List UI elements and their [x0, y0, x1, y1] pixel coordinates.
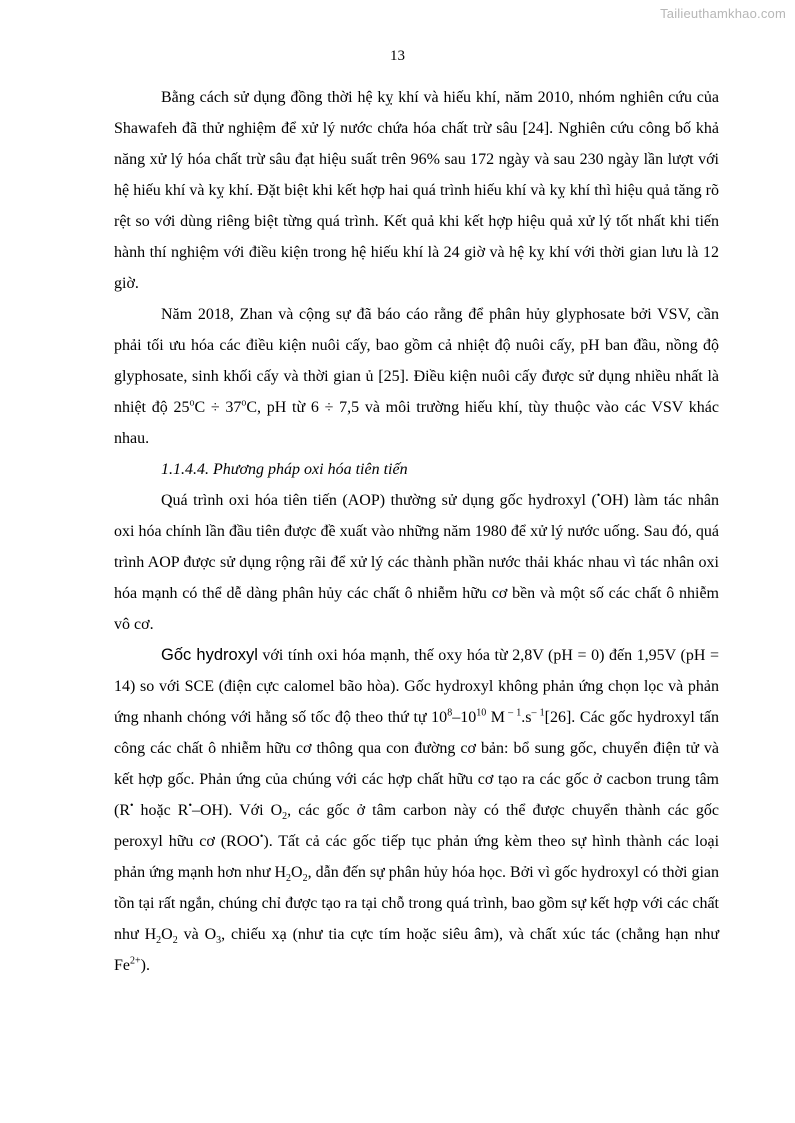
text-run: Năm 2018, Zhan và cộng sự đã báo cáo rằng để phân hủy glyphosate bởi VSV, cần phải tối ưu hóa các điều kiện nuôi cấy, bao gồm cả nhiệt độ nuôi cấy, pH ban đầu, nồng độ glyphosate, sinh khối cấy và thời gian ủ [25]. Điều kiện nuôi cấy được sử dụng nhiều nhất là nhiệt độ 25	[114, 306, 719, 416]
text-run: [26]. Các gốc hydroxyl tấn công các chất ô nhiễm hữu cơ thông qua con đường cơ bản: bổ sung gốc, chuyển điện tử và kết hợp gốc. Phản ứng của chúng với các hợp chất hữu cơ tạo ra các gốc ở cacbon trung tâm (R	[114, 709, 720, 819]
superscript: 10	[476, 707, 487, 719]
lead-phrase: Gốc hydroxyl	[161, 646, 258, 664]
text-run: O	[161, 926, 173, 943]
text-run: –10	[452, 709, 477, 726]
text-run: và O	[177, 926, 217, 943]
text-run: .s	[521, 709, 532, 726]
text-run: ).	[140, 957, 150, 974]
paragraph-hydroxyl-radical	[114, 640, 719, 981]
superscript: 2+	[130, 955, 141, 967]
text-run: , dẫn đến sự phân hủy hóa học. Bởi vì gốc hydroxyl có thời gian tồn tại rất ngắn, chúng chỉ được tạo ra tại chỗ trong quá trình, bao gồm sự kết hợp với các chất như H	[114, 864, 719, 943]
text-run: ). Tất cả các gốc tiếp tục phản ứng kèm theo sự hình thành các loại phản ứng mạnh hơn như H	[114, 833, 720, 881]
superscript: o	[189, 397, 195, 409]
text-run: hoặc R	[133, 802, 189, 819]
superscript: •	[259, 831, 264, 843]
subscript: 2	[156, 935, 162, 947]
page-number: 13	[390, 48, 405, 64]
subscript: 2	[302, 873, 308, 885]
superscript: •	[188, 800, 192, 812]
text-run: –OH). Với O	[191, 802, 283, 819]
text-run: với tính oxi hóa mạnh, thế oxy hóa từ 2,8V (pH = 0) đến 1,95V (pH = 14) so với SCE (điện cực calomel bão hòa). Gốc hydroxyl không phản ứng chọn lọc và phản ứng nhanh chóng với hằng số tốc độ theo thứ tự 10	[114, 647, 719, 726]
superscript: o	[241, 397, 247, 409]
superscript: •	[596, 490, 601, 502]
text-run: , chiếu xạ (như tia cực tím hoặc siêu âm), và chất xúc tác (chẳng hạn như Fe	[114, 926, 720, 974]
document-body	[114, 82, 719, 981]
subscript: 2	[172, 935, 178, 947]
text-run: C ÷ 37	[194, 399, 242, 416]
subscript: 2	[286, 873, 292, 885]
watermark: Tailieuthamkhao.com	[660, 6, 786, 21]
superscript: 8	[447, 707, 453, 719]
subscript: 3	[216, 935, 222, 947]
text-run: , các gốc ở tâm carbon này có thể được chuyển thành các gốc peroxyl hữu cơ (ROO	[114, 802, 720, 850]
section-heading: 1.1.4.4. Phương pháp oxi hóa tiên tiến	[161, 461, 408, 478]
superscript: – 1	[505, 707, 522, 719]
paragraph-glyphosate	[114, 299, 719, 454]
paragraph-anaerobic-aerobic: Bằng cách sử dụng đồng thời hệ kỵ khí và hiếu khí, năm 2010, nhóm nghiên cứu của Shawafeh đã thử nghiệm để xử lý nước chứa hóa chất trừ sâu [24]. Nghiên cứu công bố khả năng xử lý hóa chất trừ sâu đạt hiệu suất trên 96% sau 172 ngày và sau 230 ngày lần lượt với hệ hiếu khí và kỵ khí. Đặt biệt khi kết hợp hai quá trình hiếu khí và kỵ khí thì hiệu quả tăng rõ rệt so với dùng riêng biệt từng quá trình. Kết quả khi kết hợp hiệu quả xử lý tốt nhất khi tiến hành thí nghiệm với điều kiện trong hệ hiếu khí là 24 giờ và hệ kỵ khí với thời gian lưu là 12 giờ.	[114, 89, 719, 292]
subscript: 2	[282, 811, 288, 823]
text-run: C, pH từ 6 ÷ 7,5 và môi trường hiếu khí, tùy thuộc vào các VSV khác nhau.	[114, 399, 720, 447]
superscript: •	[130, 800, 134, 812]
text-run: OH) làm tác nhân oxi hóa chính lần đầu tiên được đề xuất vào những năm 1980 để xử lý nước uống. Sau đó, quá trình AOP được sử dụng rộng rãi để xử lý các thành phần nước thải khác nhau vì tác nhân oxi hóa mạnh có thể dễ dàng phân hủy các chất ô nhiễm hữu cơ bền và một số các chất ô nhiễm vô cơ.	[114, 492, 720, 633]
text-run: O	[291, 864, 303, 881]
text-run: M	[486, 709, 506, 726]
superscript: – 1	[531, 707, 545, 719]
text-run: Quá trình oxi hóa tiên tiến (AOP) thường sử dụng gốc hydroxyl (	[161, 492, 597, 509]
paragraph-aop-intro	[114, 485, 719, 640]
